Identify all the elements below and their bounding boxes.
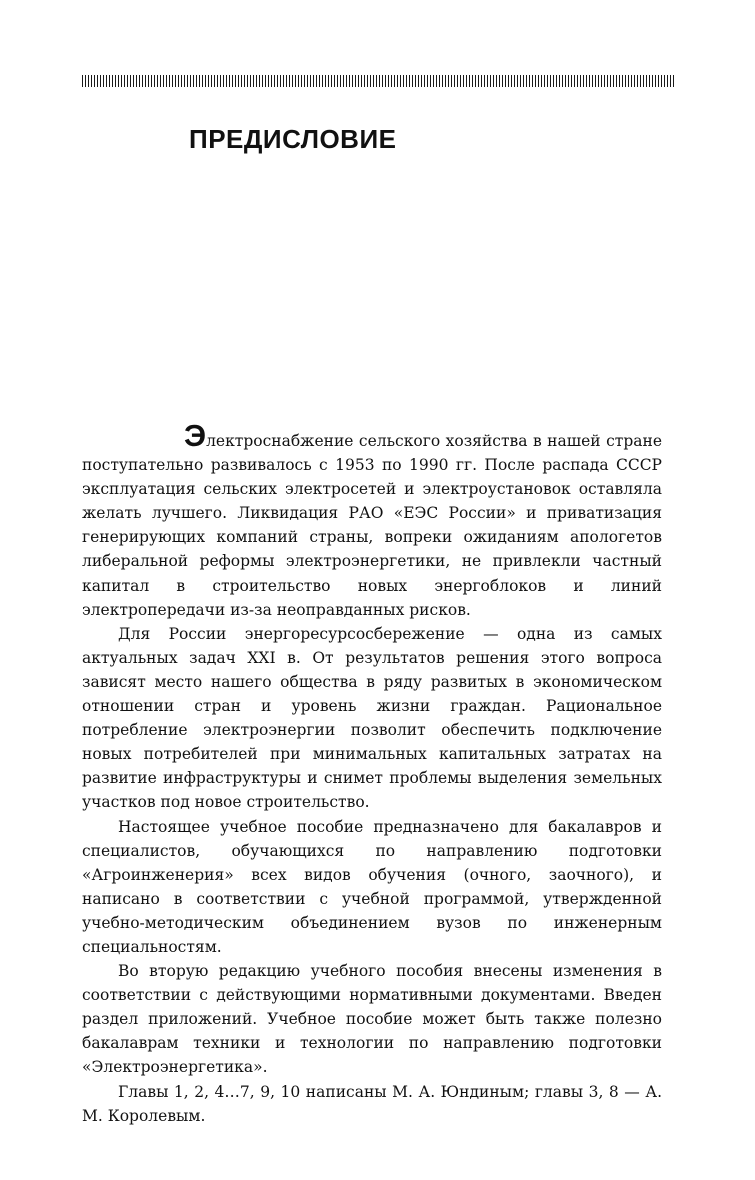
- body-text: [82, 418, 662, 1128]
- paragraph-energy-saving: Для России энергоресурсосбережение — одна из самых актуальных задач XXI в. От результатов решения этого вопроса зависят место нашего общества в ряду развитых в экономическом отношении стран и уровень жизни граждан. Рациональное потребление электроэнергии позволит обеспечить подключение новых потребителей при минимальных капитальных затратах на развитие инфраструктуры и снимет проблемы выделения земельных участков под новое строительство.: [82, 624, 662, 812]
- drop-cap: Э: [184, 418, 207, 453]
- paragraph-intro: [82, 418, 662, 622]
- paragraph-authors: Главы 1, 2, 4…7, 9, 10 написаны М. А. Юндиным; главы 3, 8 — А. М. Королевым.: [82, 1082, 662, 1125]
- paragraph-second-edition: Во вторую редакцию учебного пособия внесены изменения в соответствии с действующими нормативными документами. Введен раздел приложений. Учебное пособие может быть также полезно бакалаврам техники и технологии по направлению подготовки «Электроэнергетика».: [82, 962, 662, 1077]
- paragraph-intro-text: лектроснабжение сельского хозяйства в нашей стране поступательно развивалось с 1953 по 1990 гг. После распада СССР эксплуатация сельских электросетей и электроустановок оставляла желать лучшего. Ликвидация РАО «ЕЭС России» и приватизация генерирующих компаний страны, вопреки ожиданиям апологетов либеральной реформы электроэнергетики, не привлекли частный капитал в строительство новых энергоблоков и линий электропередачи из-за неоправданных рисков.: [82, 432, 662, 619]
- page-title: ПРЕДИСЛОВИЕ: [189, 124, 397, 154]
- header-rule: [82, 75, 675, 87]
- paragraph-purpose: Настоящее учебное пособие предназначено для бакалавров и специалистов, обучающихся по направлению подготовки «Агроинженерия» всех видов обучения (очного, заочного), и написано в соответствии с учебной программой, утвержденной учебно-методическим объединением вузов по инженерным специальностям.: [82, 817, 662, 956]
